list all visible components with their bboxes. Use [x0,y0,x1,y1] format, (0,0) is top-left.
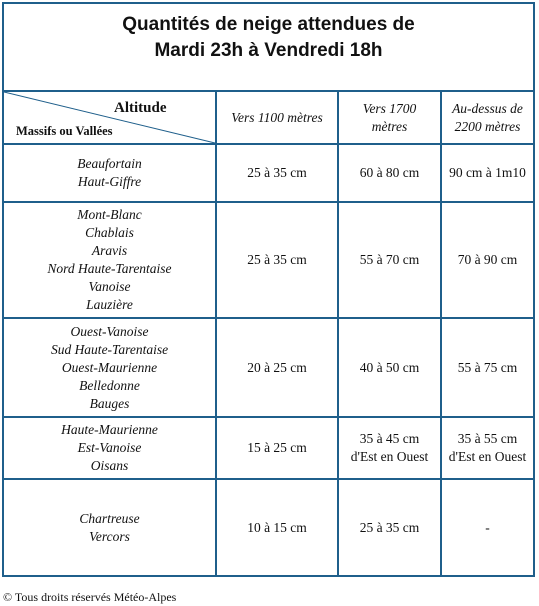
snow-2200m [442,319,533,416]
copyright-footer: © Tous droits réservés Météo-Alpes [3,590,177,604]
cell-text: Bauges [89,395,130,411]
cell-text: 35 à 45 cm [359,431,420,446]
cell-text: Oisans [90,458,129,473]
header-col-1700 [339,92,440,143]
snow-forecast-table [2,2,535,577]
cell-text: Est-Vanoise [77,440,142,455]
cell-text: 70 à 90 cm [457,252,518,267]
cell-text: 90 cm à 1m10 [449,165,526,180]
cell-text: Mont-Blanc [77,207,142,222]
cell-text: 25 à 35 cm [247,165,307,180]
cell-text: 60 à 80 cm [359,165,420,180]
cell-text: Ouest-Vanoise [70,323,149,339]
title-line-1: Quantités de neige attendues de [122,14,415,35]
cell-text: Sud Haute-Tarentaise [50,341,169,357]
cell-text: 55 à 70 cm [359,252,420,267]
cell-text: - [485,519,490,535]
cell-text: d'Est en Ouest [448,449,527,464]
header-altitude: Altitude [114,100,167,116]
header-col-2200 [442,92,533,143]
cell-text: Aravis [91,243,128,258]
cell-text: 55 à 75 cm [457,359,518,375]
snow-1700m [339,145,440,201]
cell-text: Nord Haute-Tarentaise [47,261,172,276]
header-col-1100-label: Vers 1100 mètres [231,109,323,125]
cell-text: 25 à 35 cm [247,252,307,267]
snow-1100m [217,319,337,416]
snow-1700m [339,203,440,317]
cell-text: Lauzière [86,297,133,312]
snow-2200m [442,480,533,575]
header-col-2200-line-2: 2200 mètres [454,118,521,134]
header-col-1700-line-2: mètres [371,118,408,134]
cell-text: Ouest-Maurienne [61,359,158,375]
header-massifs: Massifs ou Vallées [16,124,113,138]
massif-names [4,145,215,201]
title-line-2: Mardi 23h à Vendredi 18h [154,40,383,61]
cell-text: Chartreuse [79,510,140,526]
header-col-2200-line-1: Au-dessus de [452,100,523,116]
cell-text: 35 à 55 cm [457,431,518,446]
massif-names [4,319,215,416]
cell-text: Belledonne [79,377,140,393]
snow-1100m [217,418,337,478]
cell-text: Vanoise [88,279,131,294]
cell-text: 25 à 35 cm [359,519,420,535]
snow-1700m [339,418,440,478]
header-col-1700-line-1: Vers 1700 [362,100,417,116]
cell-text: Chablais [85,225,134,240]
snow-1100m [217,203,337,317]
snow-1700m [339,319,440,416]
cell-text: 10 à 15 cm [247,519,307,535]
snow-1100m [217,480,337,575]
massif-names [4,203,215,317]
cell-text: Haute-Maurienne [61,422,158,437]
snow-2200m [442,203,533,317]
cell-text: Vercors [89,528,130,544]
massif-names [4,480,215,575]
snow-2200m [442,145,533,201]
cell-text: Haut-Giffre [77,174,142,189]
header-col-1100 [217,92,337,143]
cell-text: d'Est en Ouest [350,449,429,464]
cell-text: 15 à 25 cm [247,440,307,455]
cell-text: 40 à 50 cm [359,359,420,375]
snow-1100m [217,145,337,201]
cell-text: 20 à 25 cm [247,359,307,375]
snow-1700m [339,480,440,575]
snow-2200m [442,418,533,478]
massif-names [4,418,215,478]
cell-text: Beaufortain [77,156,142,171]
